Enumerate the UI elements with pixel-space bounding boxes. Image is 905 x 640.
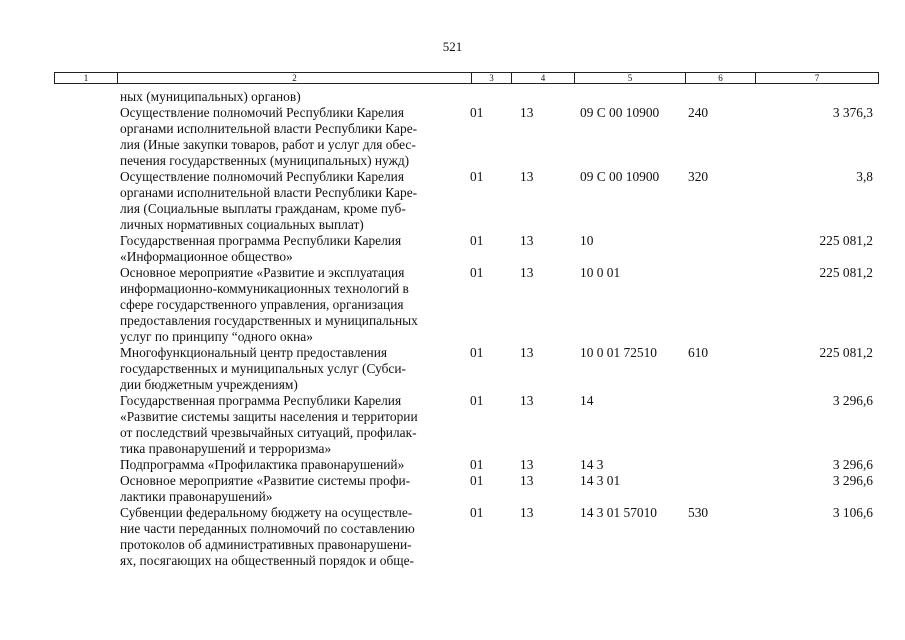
table-body xyxy=(0,89,905,569)
amount: 3 106,6 xyxy=(832,505,873,520)
target-article-code: 09 С 00 10900 xyxy=(580,105,660,120)
header-col-2: 2 xyxy=(118,73,472,83)
section-code: 01 xyxy=(470,233,484,248)
description-line: органами исполнительной власти Республики Каре- xyxy=(120,185,418,200)
description-line: «Развитие системы защиты населения и территории xyxy=(120,409,418,424)
description-line: сфере государственного управления, организация xyxy=(120,297,404,312)
header-col-3: 3 xyxy=(472,73,512,83)
page-number: 521 xyxy=(442,39,463,54)
table-row xyxy=(0,105,905,169)
subsection-code: 13 xyxy=(520,473,534,488)
amount: 225 081,2 xyxy=(819,265,873,280)
header-col-5: 5 xyxy=(575,73,686,83)
table-row xyxy=(0,89,905,105)
table-header xyxy=(54,72,879,84)
target-article-code: 10 0 01 xyxy=(580,265,621,280)
expense-type-code: 610 xyxy=(688,345,709,360)
section-code: 01 xyxy=(470,457,484,472)
target-article-code: 14 3 xyxy=(580,457,604,472)
subsection-code: 13 xyxy=(520,233,534,248)
expense-type-code xyxy=(688,265,740,345)
subsection-code xyxy=(520,89,580,105)
target-article-code: 14 3 01 57010 xyxy=(580,505,657,520)
description-line: ние части переданных полномочий по составлению xyxy=(120,521,415,536)
description-line: личных нормативных социальных выплат) xyxy=(120,217,364,232)
amount xyxy=(740,89,873,105)
target-article-code: 09 С 00 10900 xyxy=(580,169,660,184)
amount: 3 376,3 xyxy=(832,105,873,120)
description-line: печения государственных (муниципальных) нужд) xyxy=(120,153,410,168)
subsection-code: 13 xyxy=(520,169,534,184)
subsection-code: 13 xyxy=(520,505,534,520)
table-row xyxy=(0,393,905,457)
expense-type-code xyxy=(688,473,740,505)
description-line: Подпрограмма «Профилактика правонарушений» xyxy=(120,457,405,472)
section-code: 01 xyxy=(470,345,484,360)
table-row xyxy=(0,265,905,345)
description-line: государственных и муниципальных услуг (Субси- xyxy=(120,361,406,376)
description-line: Государственная программа Республики Карелия xyxy=(120,233,402,248)
amount: 3 296,6 xyxy=(832,457,873,472)
row-description xyxy=(120,89,470,105)
row-description xyxy=(120,105,470,169)
subsection-code: 13 xyxy=(520,457,534,472)
description-line: ях, посягающих на общественный порядок и обще- xyxy=(120,553,414,568)
amount: 3,8 xyxy=(856,169,873,184)
description-line: Осуществление полномочий Республики Карелия xyxy=(120,169,404,184)
description-line: ных (муниципальных) органов) xyxy=(120,89,301,104)
description-line: дии бюджетным учреждениям) xyxy=(120,377,298,392)
section-code: 01 xyxy=(470,473,484,488)
target-article-code xyxy=(580,89,688,105)
row-description xyxy=(120,505,470,569)
description-line: лия (Социальные выплаты гражданам, кроме пуб- xyxy=(120,201,406,216)
expense-type-code xyxy=(688,457,740,473)
description-line: Осуществление полномочий Республики Карелия xyxy=(120,105,404,120)
row-description xyxy=(120,345,470,393)
expense-type-code: 530 xyxy=(688,505,709,520)
description-line: протоколов об административных правонарушени- xyxy=(120,537,412,552)
row-description xyxy=(120,393,470,457)
target-article-code: 10 0 01 72510 xyxy=(580,345,657,360)
header-col-7: 7 xyxy=(814,73,820,83)
expense-type-code xyxy=(688,393,740,457)
row-description xyxy=(120,233,470,265)
header-col-1: 1 xyxy=(55,73,118,83)
description-line: предоставления государственных и муниципальных xyxy=(120,313,418,328)
row-description xyxy=(120,457,470,473)
table-row xyxy=(0,233,905,265)
row-description xyxy=(120,169,470,233)
expense-type-code: 240 xyxy=(688,105,709,120)
subsection-code: 13 xyxy=(520,105,534,120)
table-row xyxy=(0,345,905,393)
expense-type-code xyxy=(688,89,740,105)
subsection-code: 13 xyxy=(520,393,534,408)
description-line: Государственная программа Республики Карелия xyxy=(120,393,402,408)
amount: 3 296,6 xyxy=(832,393,873,408)
section-code: 01 xyxy=(470,169,484,184)
section-code: 01 xyxy=(470,105,484,120)
section-code: 01 xyxy=(470,265,484,280)
target-article-code: 10 xyxy=(580,233,594,248)
amount: 225 081,2 xyxy=(819,345,873,360)
description-line: органами исполнительной власти Республики Каре- xyxy=(120,121,418,136)
expense-type-code: 320 xyxy=(688,169,709,184)
amount: 225 081,2 xyxy=(819,233,873,248)
subsection-code: 13 xyxy=(520,265,534,280)
section-code: 01 xyxy=(470,393,484,408)
header-col-4: 4 xyxy=(512,73,575,83)
subsection-code: 13 xyxy=(520,345,534,360)
amount: 3 296,6 xyxy=(832,473,873,488)
description-line: информационно-коммуникационных технологий в xyxy=(120,281,409,296)
description-line: Основное мероприятие «Развитие и эксплуатация xyxy=(120,265,405,280)
section-code xyxy=(470,89,520,105)
target-article-code: 14 3 01 xyxy=(580,473,621,488)
description-line: Основное мероприятие «Развитие системы профи- xyxy=(120,473,411,488)
target-article-code: 14 xyxy=(580,393,594,408)
row-description xyxy=(120,473,470,505)
table-row xyxy=(0,169,905,233)
expense-type-code xyxy=(688,233,740,265)
table-row xyxy=(0,505,905,569)
section-code: 01 xyxy=(470,505,484,520)
description-line: лактики правонарушений» xyxy=(120,489,273,504)
header-col-6: 6 xyxy=(686,73,756,83)
table-row xyxy=(0,473,905,505)
row-description xyxy=(120,265,470,345)
description-line: лия (Иные закупки товаров, работ и услуг для обес- xyxy=(120,137,416,152)
description-line: Субвенции федеральному бюджету на осуществле- xyxy=(120,505,413,520)
description-line: «Информационное общество» xyxy=(120,249,293,264)
description-line: от последствий чрезвычайных ситуаций, профилак- xyxy=(120,425,417,440)
description-line: Многофункциональный центр предоставления xyxy=(120,345,388,360)
description-line: тика правонарушений и терроризма» xyxy=(120,441,332,456)
description-line: услуг по принципу “одного окна» xyxy=(120,329,313,344)
table-row xyxy=(0,457,905,473)
